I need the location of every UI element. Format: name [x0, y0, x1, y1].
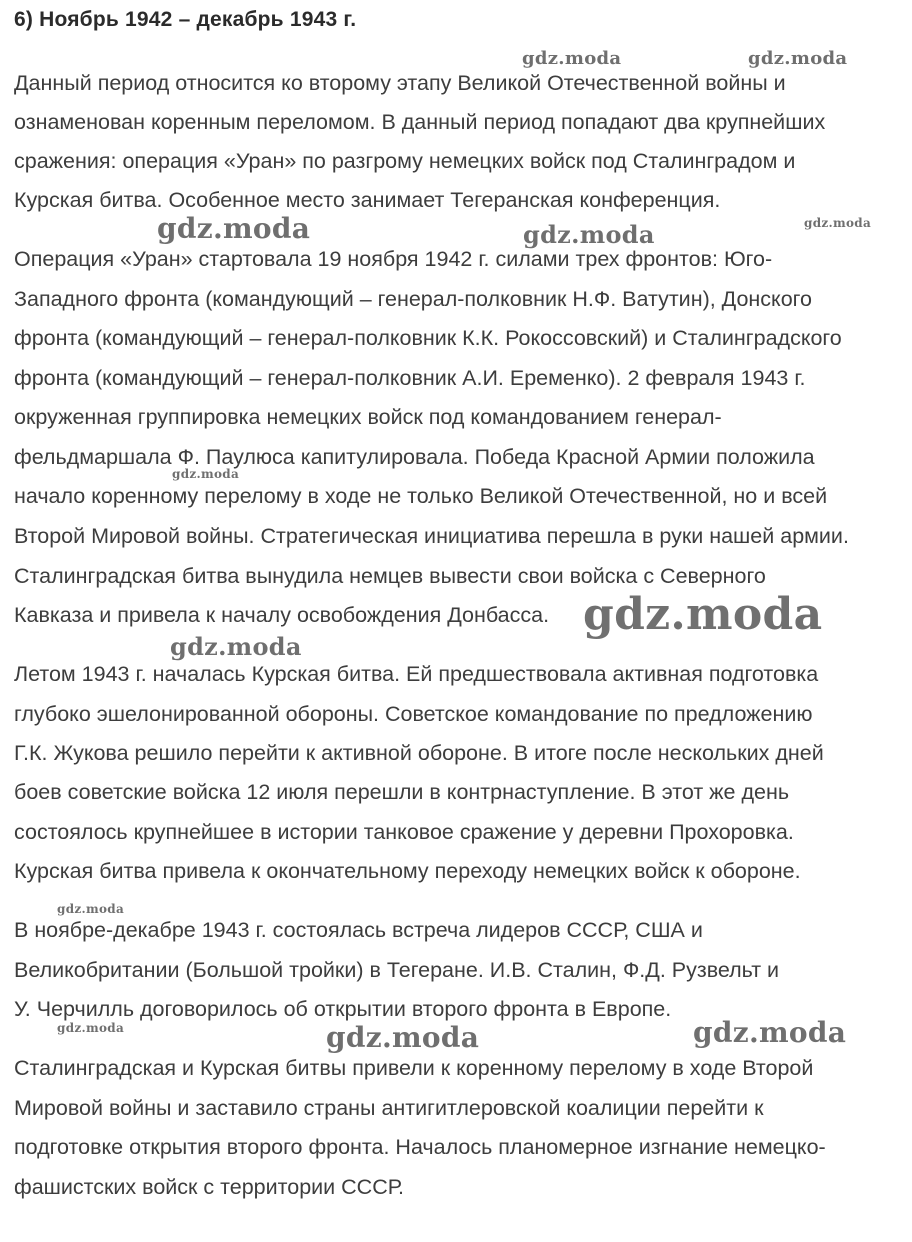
watermark: gdz.moda: [693, 1016, 847, 1049]
text-line: ознаменован коренным переломом. В данный период попадают два крупнейших: [14, 110, 826, 134]
section-heading: 6) Ноябрь 1942 – декабрь 1943 г.: [14, 8, 357, 31]
text-line: Сталинградская битва вынудила немцев вывести свои войска с Северного: [14, 564, 766, 588]
text-line: начало коренному перелому в ходе не только Великой Отечественной, но и всей: [14, 484, 828, 508]
text-line: глубоко эшелонированной обороны. Советское командование по предложению: [14, 702, 813, 726]
watermark: gdz.moda: [57, 1021, 125, 1035]
watermark: gdz.moda: [522, 48, 622, 69]
text-line: Второй Мировой войны. Стратегическая инициатива перешла в руки нашей армии.: [14, 524, 849, 548]
text-line: Данный период относится ко второму этапу Великой Отечественной войны и: [14, 71, 786, 95]
text-line: фельдмаршала Ф. Паулюса капитулировала. Победа Красной Армии положила: [14, 445, 815, 469]
text-line: Кавказа и привела к началу освобождения Донбасса.: [14, 603, 550, 627]
text-line: фронта (командующий – генерал-полковник А.И. Еременко). 2 февраля 1943 г.: [14, 366, 806, 390]
text-line: состоялось крупнейшее в истории танковое сражение у деревни Прохоровка.: [14, 820, 794, 844]
text-line: Курская битва привела к окончательному переходу немецких войск к обороне.: [14, 859, 801, 883]
watermark: gdz.moda: [583, 589, 823, 640]
text-line: В ноябре-декабре 1943 г. состоялась встреча лидеров СССР, США и: [14, 918, 703, 942]
watermark: gdz.moda: [748, 48, 848, 69]
text-line: Операция «Уран» стартовала 19 ноября 1942 г. силами трех фронтов: Юго-: [14, 247, 773, 271]
watermark: gdz.moda: [170, 632, 302, 661]
watermark: gdz.moda: [172, 467, 240, 481]
watermark: gdz.moda: [804, 216, 872, 230]
text-line: боев советские войска 12 июля перешли в контрнаступление. В этот же день: [14, 780, 790, 804]
text-line: фронта (командующий – генерал-полковник К.К. Рокоссовский) и Сталинградского: [14, 326, 842, 350]
text-line: Сталинградская и Курская битвы привели к коренному перелому в ходе Второй: [14, 1056, 814, 1080]
text-line: фашистских войск с территории СССР.: [14, 1175, 404, 1199]
text-line: Западного фронта (командующий – генерал-полковник Н.Ф. Ватутин), Донского: [14, 287, 812, 311]
text-line: Г.К. Жукова решило перейти к активной обороне. В итоге после нескольких дней: [14, 741, 824, 765]
watermark: gdz.moda: [57, 902, 125, 916]
text-line: Великобритании (Большой тройки) в Тегеране. И.В. Сталин, Ф.Д. Рузвельт и: [14, 958, 780, 982]
text-line: подготовке открытия второго фронта. Началось планомерное изгнание немецко-: [14, 1135, 826, 1159]
watermark: gdz.moda: [326, 1021, 480, 1054]
text-line: Мировой войны и заставило страны антигитлеровской коалиции перейти к: [14, 1096, 764, 1120]
text-line: окруженная группировка немецких войск под командованием генерал-: [14, 405, 722, 429]
watermark: gdz.moda: [157, 212, 311, 245]
text-line: Курская битва. Особенное место занимает Тегеранская конференция.: [14, 188, 721, 212]
text-line: Летом 1943 г. началась Курская битва. Ей предшествовала активная подготовка: [14, 662, 819, 686]
watermark: gdz.moda: [523, 220, 655, 249]
text-line: сражения: операция «Уран» по разгрому немецких войск под Сталинградом и: [14, 149, 796, 173]
text-line: У. Черчилль договорилось об открытии второго фронта в Европе.: [14, 997, 672, 1021]
